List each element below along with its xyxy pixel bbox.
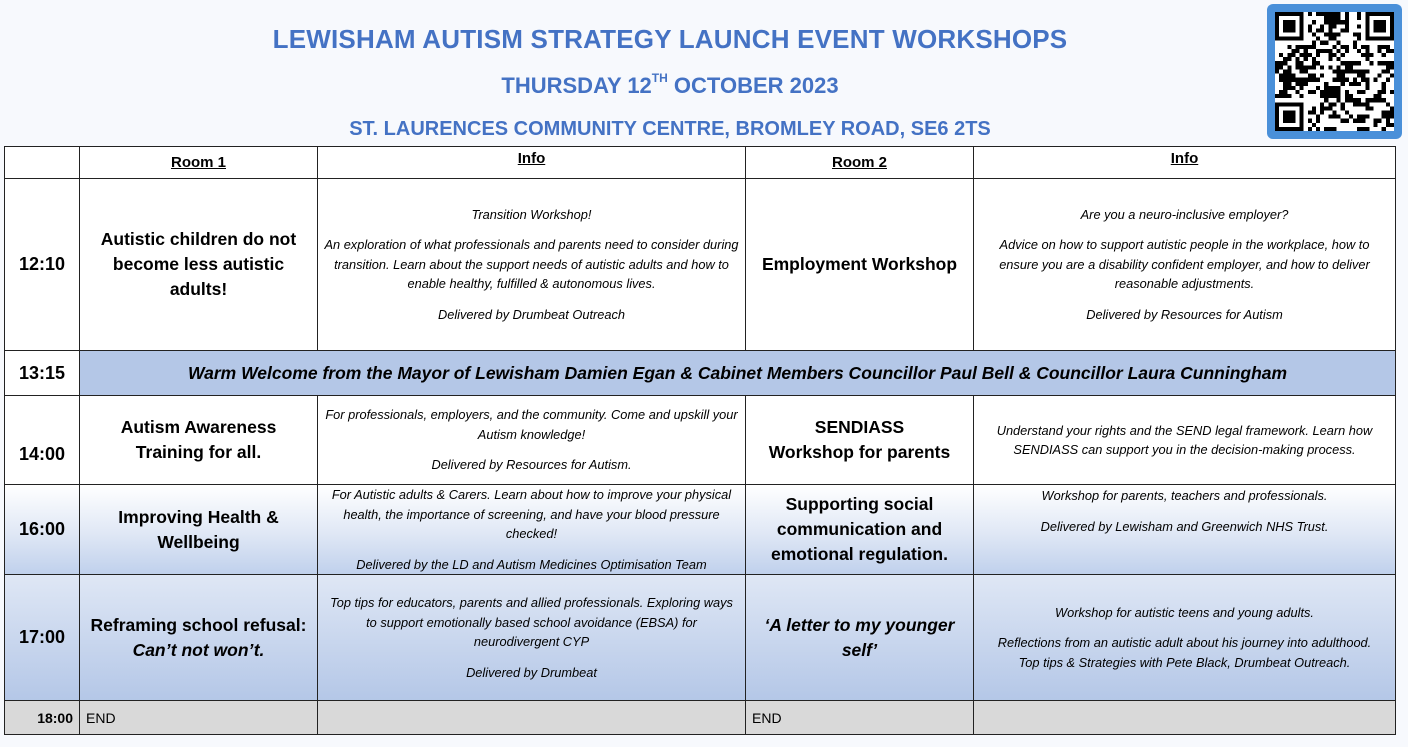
info-line: Advice on how to support autistic people in the workplace, how to ensure you are a disability confident employer, and how to deliver reasonable adjustments. bbox=[999, 237, 1370, 292]
room2-title-line: SENDIASS bbox=[814, 417, 905, 437]
info-line: For professionals, employers, and the community. Come and upskill your Autism knowledge! bbox=[325, 407, 738, 442]
room2-session-title: Supporting social communication and emotional regulation. bbox=[746, 485, 974, 575]
welcome-row-1315 bbox=[5, 351, 1396, 396]
info2-empty bbox=[974, 701, 1396, 735]
session-time: 14:00 bbox=[5, 396, 80, 485]
info-line: Delivered by Drumbeat Outreach bbox=[437, 306, 626, 322]
room2-session-info bbox=[974, 179, 1396, 351]
room1-session-title: Autistic children do not become less autistic adults! bbox=[80, 179, 318, 351]
end-row-1800 bbox=[5, 701, 1396, 735]
event-title: LEWISHAM AUTISM STRATEGY LAUNCH EVENT WORKSHOPS bbox=[272, 24, 1068, 54]
qr-code-pattern bbox=[1275, 12, 1394, 131]
session-time: 17:00 bbox=[5, 575, 80, 701]
info-line: For Autistic adults & Carers. Learn about how to improve your physical health, the importance of screening, and have your blood pressure checked! bbox=[331, 487, 732, 541]
session-time: 18:00 bbox=[5, 701, 80, 735]
info1-header-label: Info bbox=[517, 150, 546, 167]
date-month-year: OCTOBER 2023 bbox=[667, 73, 839, 98]
info-line: Delivered by the LD and Autism Medicines Optimisation Team bbox=[356, 556, 707, 572]
session-row-1700 bbox=[5, 575, 1396, 701]
room1-header-label: Room 1 bbox=[170, 154, 226, 171]
room1-session-info bbox=[318, 396, 746, 485]
info-line: Are you a neuro-inclusive employer? bbox=[1080, 206, 1289, 222]
info-line: Understand your rights and the SEND legal framework. Learn how SENDIASS can support you in the decision-making process. bbox=[996, 422, 1373, 457]
qr-code-icon[interactable] bbox=[1267, 4, 1402, 139]
date-day: THURSDAY 12 bbox=[501, 73, 652, 98]
welcome-address: Warm Welcome from the Mayor of Lewisham Damien Egan & Cabinet Members Councillor Paul Bell & Councillor Laura Cunningham bbox=[80, 351, 1396, 396]
info-line: Delivered by Resources for Autism bbox=[1086, 306, 1283, 322]
info2-header-label: Info bbox=[1170, 150, 1199, 167]
room2-end: END bbox=[746, 701, 974, 735]
room1-session-title: Autism Awareness Training for all. bbox=[80, 396, 318, 485]
event-date bbox=[0, 73, 1340, 99]
info-line: Workshop for parents, teachers and professionals. bbox=[1041, 488, 1328, 503]
info-line: Workshop for autistic teens and young adults. bbox=[1055, 604, 1314, 620]
date-suffix: TH bbox=[651, 71, 668, 85]
info2-header bbox=[974, 147, 1396, 179]
info-line: Delivered by Resources for Autism. bbox=[431, 457, 632, 473]
room1-title-line: Can’t not won’t. bbox=[132, 639, 265, 660]
room2-header-label: Room 2 bbox=[831, 154, 887, 171]
session-row-1400 bbox=[5, 396, 1396, 485]
room1-session-info bbox=[318, 179, 746, 351]
room2-session-title bbox=[746, 396, 974, 485]
info-line: Transition Workshop! bbox=[471, 206, 592, 222]
session-row-1210 bbox=[5, 179, 1396, 351]
room1-end: END bbox=[80, 701, 318, 735]
room1-session-info bbox=[318, 575, 746, 701]
info-line-part: Reflections from an autistic adult about his journey into adulthood. bbox=[997, 635, 1372, 651]
session-time: 13:15 bbox=[5, 351, 80, 396]
qr-modules bbox=[1275, 12, 1394, 131]
session-row-1600 bbox=[5, 485, 1396, 575]
room1-session-title bbox=[80, 575, 318, 701]
room2-session-info bbox=[974, 396, 1396, 485]
info1-empty bbox=[318, 701, 746, 735]
event-venue: ST. LAURENCES COMMUNITY CENTRE, BROMLEY ROAD, SE6 2TS bbox=[349, 118, 991, 140]
room1-title-line: Reframing school refusal: bbox=[90, 614, 307, 635]
room2-session-info bbox=[974, 485, 1396, 575]
room2-session-title: ‘A letter to my younger self’ bbox=[746, 575, 974, 701]
schedule-table bbox=[4, 146, 1396, 735]
info-line: Delivered by Drumbeat bbox=[466, 664, 597, 680]
room1-session-info bbox=[318, 485, 746, 575]
room1-session-title: Improving Health & Wellbeing bbox=[80, 485, 318, 575]
info-line: Top tips for educators, parents and allied professionals. Exploring ways to support emotionally based school avoidance (EBSA) for neurodivergent CYP bbox=[330, 595, 733, 649]
header-row bbox=[5, 147, 1396, 179]
room2-title-line: Workshop for parents bbox=[768, 442, 951, 462]
room2-session-info bbox=[974, 575, 1396, 701]
info-line bbox=[980, 633, 1389, 672]
room2-session-title: Employment Workshop bbox=[746, 179, 974, 351]
time-header bbox=[5, 147, 80, 179]
room2-header bbox=[746, 147, 974, 179]
info-line: An exploration of what professionals and parents need to consider during transition. Learn about the support needs of autistic adults and how to enable healthy, fulfilled & autonomous lives. bbox=[324, 237, 739, 292]
session-time: 16:00 bbox=[5, 485, 80, 575]
session-time: 12:10 bbox=[5, 179, 80, 351]
room1-header bbox=[80, 147, 318, 179]
info1-header bbox=[318, 147, 746, 179]
info-line-part: Top tips & Strategies with Pete Black, Drumbeat Outreach. bbox=[1018, 654, 1351, 670]
info-line: Delivered by Lewisham and Greenwich NHS Trust. bbox=[1040, 518, 1329, 534]
